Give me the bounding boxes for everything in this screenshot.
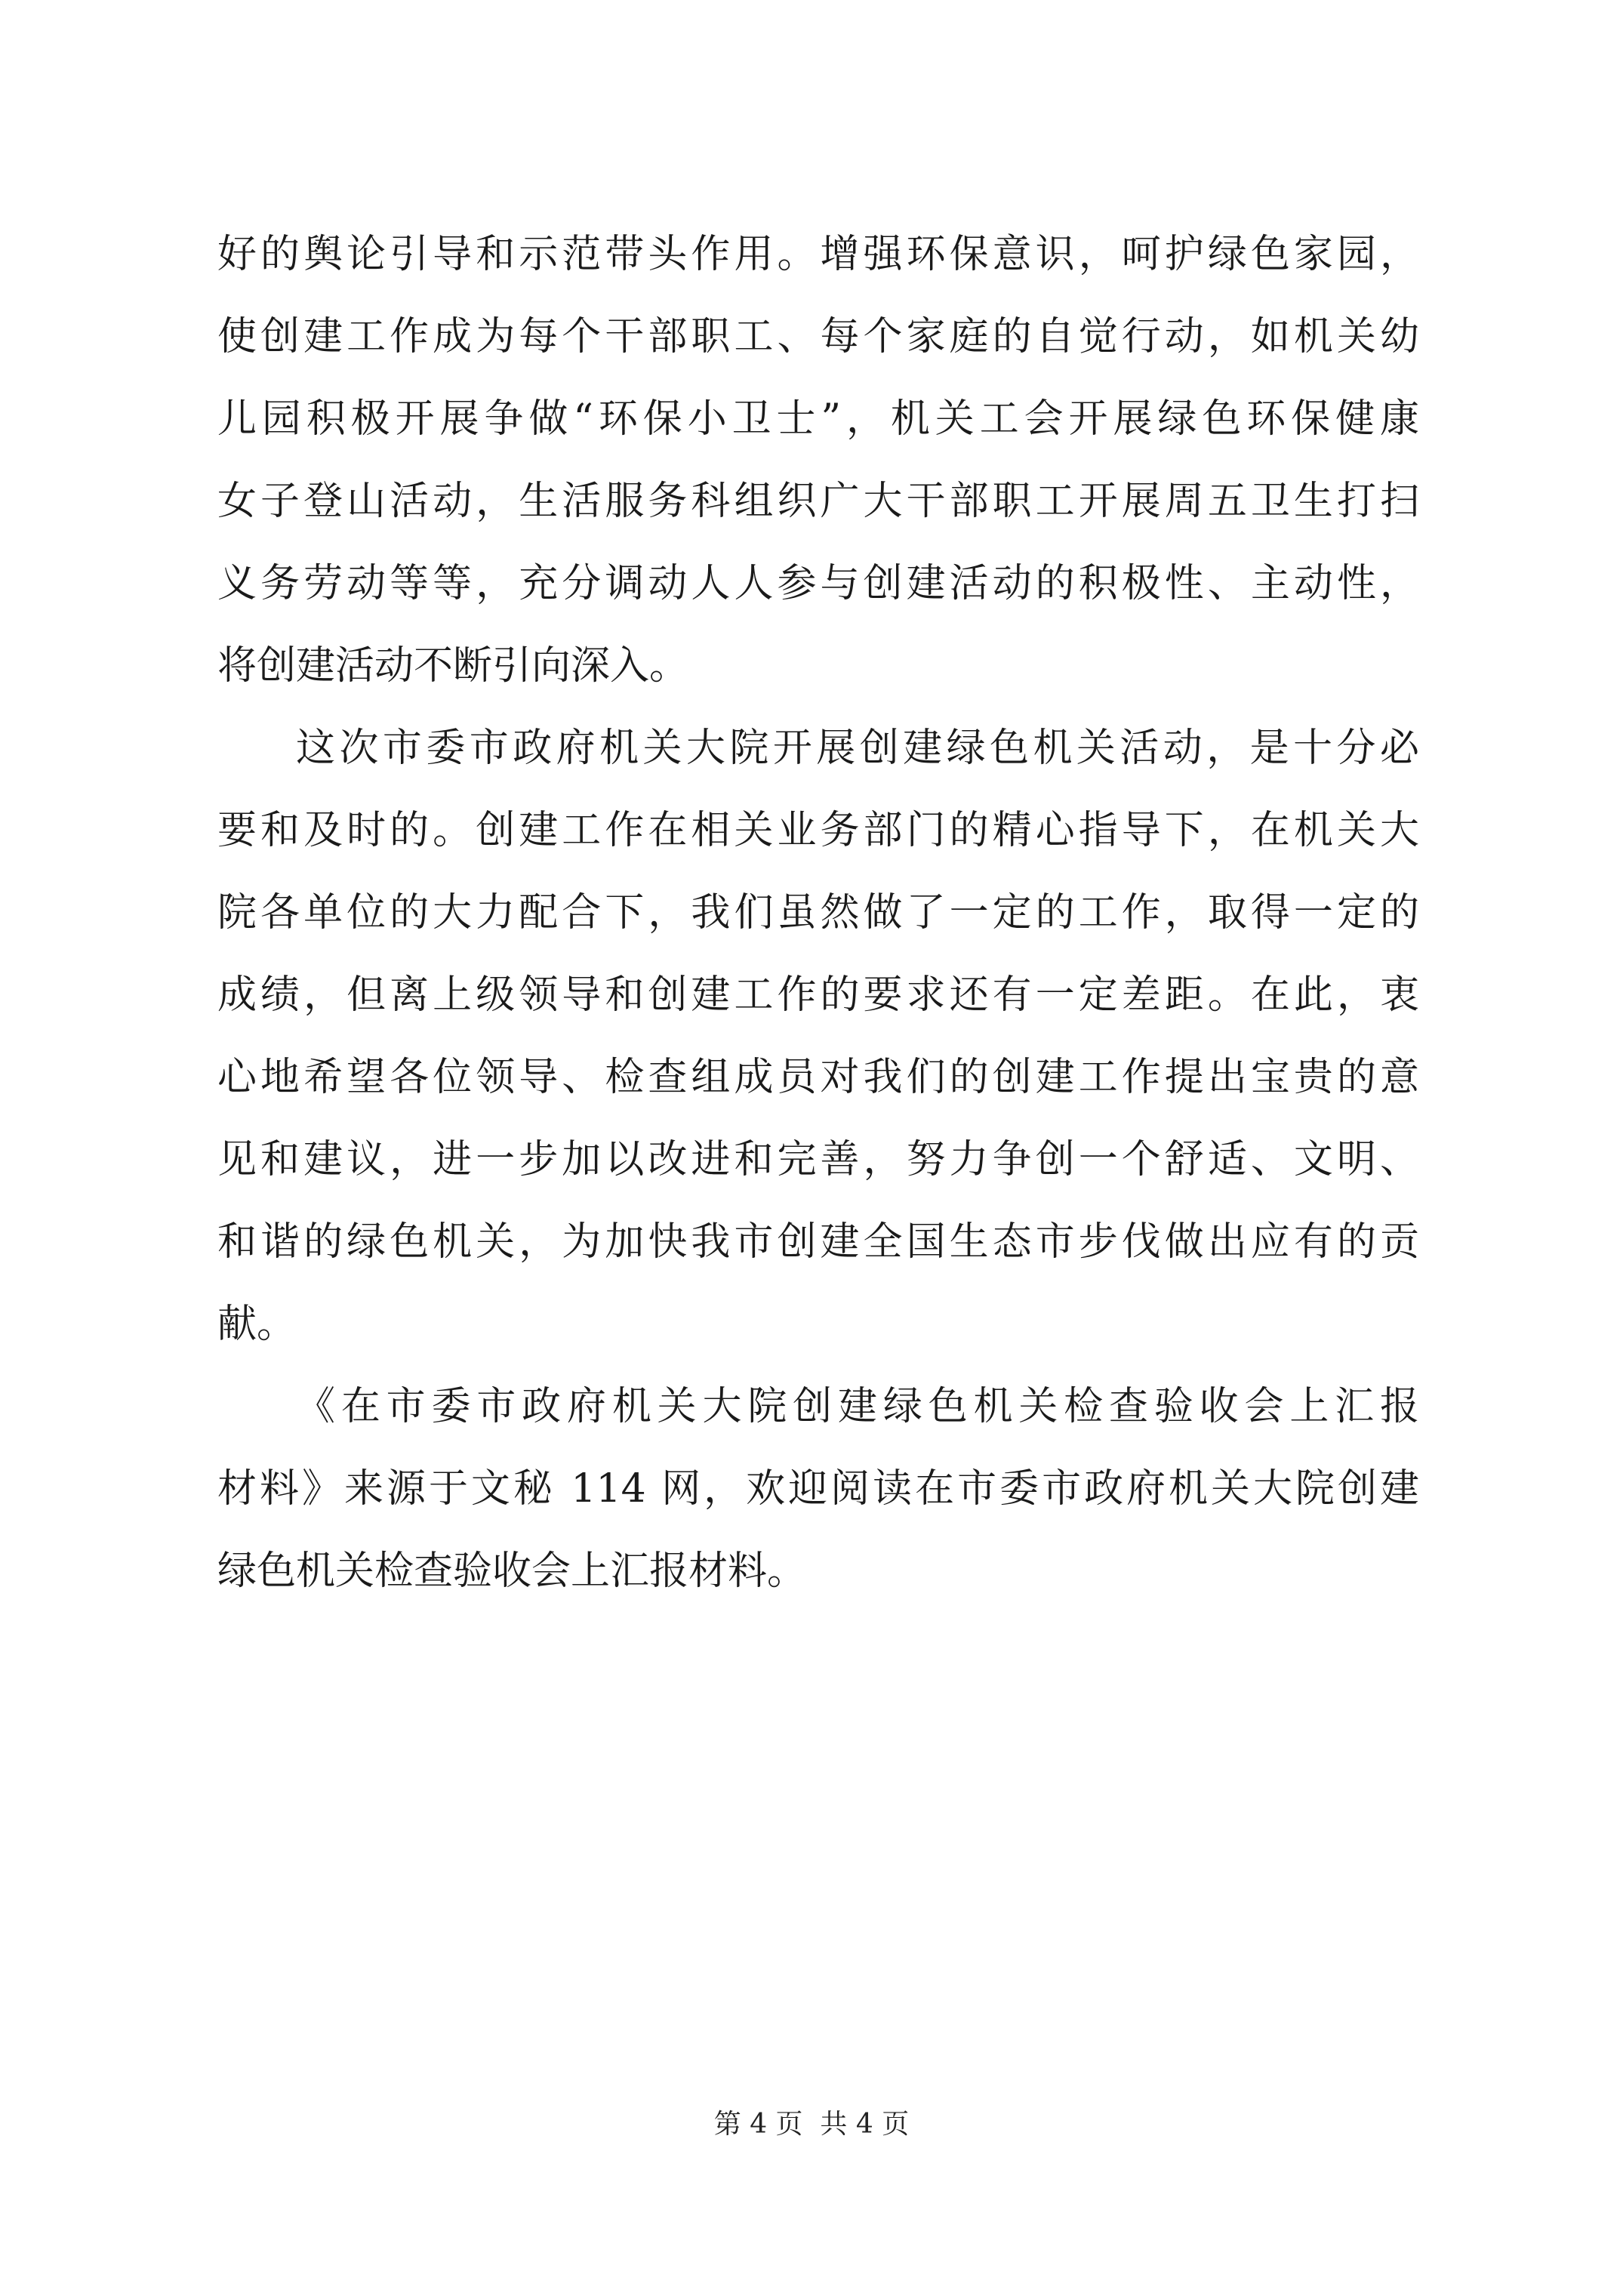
paragraph-line: 和谐的绿色机关，为加快我市创建全国生态市步伐做出应有的贡 bbox=[217, 1219, 1419, 1265]
paragraph-line: 将创建活动不断引向深入。 bbox=[217, 643, 689, 689]
paragraph-1 bbox=[217, 214, 1419, 707]
page-footer bbox=[0, 2106, 1623, 2143]
paragraph-line: 见和建议，进一步加以改进和完善，努力争创一个舒适、文明、 bbox=[217, 1137, 1419, 1182]
paragraph-line: 女子登山活动，生活服务科组织广大干部职工开展周五卫生打扫 bbox=[217, 479, 1419, 524]
paragraph-line: 绿色机关检查验收会上汇报材料。 bbox=[217, 1549, 807, 1594]
paragraph-line: 使创建工作成为每个干部职工、每个家庭的自觉行动，如机关幼 bbox=[217, 314, 1419, 359]
paragraph-line: 材料》来源于文秘 114 网，欢迎阅读在市委市政府机关大院创建 bbox=[217, 1466, 1419, 1512]
paragraph-2 bbox=[217, 707, 1419, 1366]
paragraph-line: 院各单位的大力配合下，我们虽然做了一定的工作，取得一定的 bbox=[217, 890, 1419, 935]
paragraph-line: 要和及时的。创建工作在相关业务部门的精心指导下，在机关大 bbox=[217, 808, 1419, 853]
page-number-label: 第 4 页 共 4 页 bbox=[713, 2109, 910, 2140]
paragraph-line: 义务劳动等等，充分调动人人参与创建活动的积极性、主动性， bbox=[217, 561, 1419, 606]
paragraph-line: 这次市委市政府机关大院开展创建绿色机关活动，是十分必 bbox=[296, 726, 1419, 771]
document-body bbox=[217, 214, 1419, 1613]
paragraph-line: 成绩，但离上级领导和创建工作的要求还有一定差距。在此，衷 bbox=[217, 972, 1419, 1018]
paragraph-line: 好的舆论引导和示范带头作用。增强环保意识，呵护绿色家园， bbox=[217, 232, 1419, 277]
paragraph-line: 心地希望各位领导、检查组成员对我们的创建工作提出宝贵的意 bbox=[217, 1055, 1419, 1100]
paragraph-line: 《在市委市政府机关大院创建绿色机关检查验收会上汇报 bbox=[296, 1384, 1419, 1429]
paragraph-3 bbox=[217, 1366, 1419, 1613]
paragraph-line: 儿园积极开展争做“环保小卫士”，机关工会开展绿色环保健康 bbox=[217, 396, 1419, 442]
paragraph-line: 献。 bbox=[217, 1302, 297, 1347]
